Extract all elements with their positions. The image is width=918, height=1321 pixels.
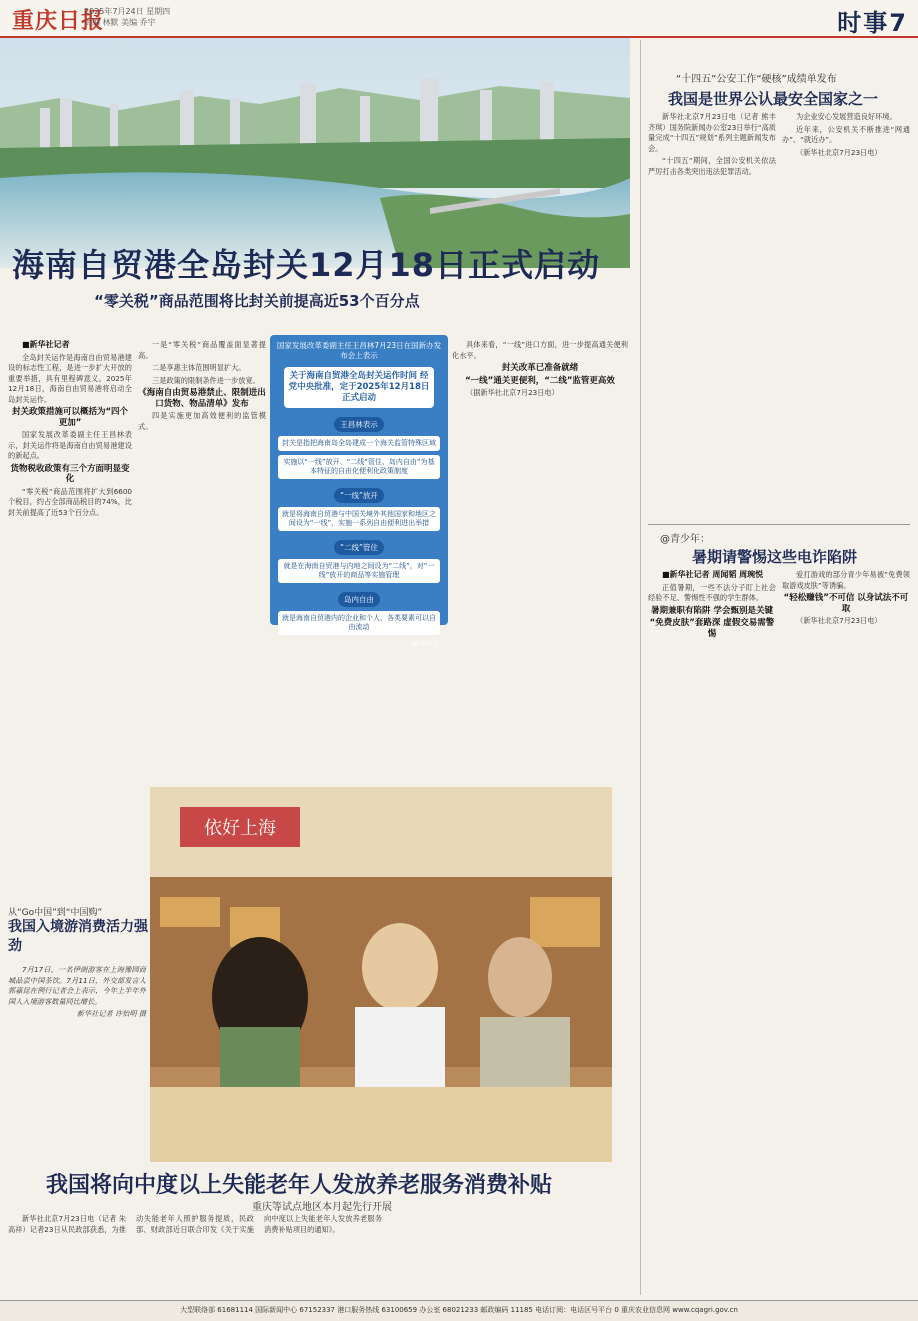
infographic-tag: “二线”管住 xyxy=(334,540,384,555)
lead-subhead: 《海南自由贸易港禁止、限制进出口货物、物品清单》发布 xyxy=(138,388,266,409)
section-divider xyxy=(648,524,910,525)
infographic-box: 封关是指把海南岛全岛建成一个海关监管特殊区域 xyxy=(278,436,440,451)
lead-subhead: 封关改革已准备就绪 xyxy=(501,363,579,373)
infographic xyxy=(270,335,448,648)
right-top-headline: 我国是世界公认最安全国家之一 xyxy=(668,90,879,108)
side-story-text xyxy=(8,965,146,1160)
right-mid-subhead: “免费皮肤”套路深 虚假交易需警惕 xyxy=(649,618,775,639)
right-top-para: 近年来，公安机关不断推进“网通办”、“就近办”。 xyxy=(782,124,910,144)
section-label: 时事7 xyxy=(837,9,908,37)
infographic-box: 就是将海南自贸港与中国关境外其他国家和地区之间设为“一线”，实施一系列自由便利进出举措 xyxy=(278,507,440,531)
lead-subheadline: “零关税”商品范围将比封关前提高近53个百分点 xyxy=(94,292,420,310)
right-mid-para: 爱打游戏的部分青少年易被“免费领取游戏皮肤”等诱骗。 xyxy=(782,570,910,590)
bottom-para: 新华社北京7月23日电（记者 朱高祥）记者23日从民政部获悉，为推动失能老年人照护服务提质，民政部、财政部近日联合印发《关于实施向中度以上失能老年人发放养老服务消费补贴项目的通知》。 xyxy=(8,1214,382,1234)
newspaper-logo: 重庆日报 xyxy=(12,8,105,34)
right-mid-subhead: “轻松赚钱”不可信 以身试法不可取 xyxy=(783,593,909,614)
lead-subhead: “一线”通关更便利，“二线”监管更高效 xyxy=(465,375,615,386)
svg-text:依好上海: 依好上海 xyxy=(204,818,276,838)
lead-column-2 xyxy=(138,340,266,770)
right-top-para: 新华社北京7月23日电（记者 熊丰 齐琪）国务院新闻办公室23日举行“高质量完成“十四五”规划”系列主题新闻发布会。 xyxy=(648,112,776,153)
infographic-highlight: 关于海南自贸港全岛封关运作时间 经党中央批准，定于2025年12月18日正式启动 xyxy=(284,367,434,408)
lead-subhead: 封关政策措施可以概括为“四个更加” xyxy=(11,407,129,428)
lead-byline: ■新华社记者 xyxy=(22,340,70,349)
issue-date: 2025年7月24日 星期四 xyxy=(84,7,171,16)
right-top-kicker: “十四五”公安工作“硬核”成绩单发布 xyxy=(676,74,837,85)
bottom-headline: 我国将向中度以上失能老年人发放养老服务消费补贴 xyxy=(46,1173,553,1198)
right-top-para: “十四五”期间，全国公安机关依法严厉打击各类突出违法犯罪活动。 xyxy=(648,156,776,176)
lead-para: “零关税”商品范围将扩大到6600个税目，约占全部商品税目的74%，比封关前提高了近53个百分点。 xyxy=(8,486,132,517)
editors: 责编 林默 美编 乔宇 xyxy=(84,18,156,27)
side-story-head xyxy=(8,905,148,956)
right-mid-byline: ■新华社记者 周闻韬 周琬悦 xyxy=(662,570,764,579)
lead-para: 具体来看，“一线”进口方面，进一步提高通关便利化水平。 xyxy=(452,340,628,360)
right-mid-column-2 xyxy=(782,570,910,1270)
dateline xyxy=(84,6,170,28)
right-top-column-2 xyxy=(782,112,910,522)
infographic-credit: 新华社发 xyxy=(412,640,440,648)
side-story-byline: 新华社记者 许怡明 摄 xyxy=(76,1009,146,1018)
lead-headline: 海南自贸港全岛封关12月18日正式启动 xyxy=(12,246,601,284)
side-story-para: 7月17日，一名伊朗游客在上海豫园商城品尝中国茶饮。7月11日，外交部发言人郭嘉昆在例行记者会上表示，今年上半年外国人入境游客数量同比增长。 xyxy=(8,965,146,1006)
right-mid-headline: 暑期请警惕这些电诈陷阱 xyxy=(692,548,858,566)
lead-para: 一是“零关税”商品覆盖面显著提高。 xyxy=(138,340,266,360)
right-mid-kicker: @青少年： xyxy=(660,534,710,545)
right-mid-para: 正值暑期，一些不法分子盯上社会经验不足、警惕性不强的学生群体。 xyxy=(648,582,776,602)
infographic-tag: “一线”放开 xyxy=(334,488,384,503)
lead-para: 国家发展改革委副主任王昌林表示，封关运作将是海南自由贸易港建设的新起点。 xyxy=(8,430,132,460)
right-mid-column-1 xyxy=(648,570,776,1270)
column-divider xyxy=(640,40,641,1295)
lead-column-1 xyxy=(8,340,132,770)
lead-subhead: 货物税收政策有三个方面明显变化 xyxy=(10,463,130,484)
right-mid-subhead: 暑期兼职有陷阱 学会甄别是关键 xyxy=(651,605,773,616)
right-top-column-1 xyxy=(648,112,776,522)
lead-dateline: （据新华社北京7月23日电） xyxy=(466,388,559,397)
lead-para: 二是享惠主体范围明显扩大。 xyxy=(152,363,246,372)
infographic-tag: 岛内自由 xyxy=(338,592,380,607)
lead-para: 三是政策的限制条件进一步放宽。 xyxy=(152,375,260,385)
infographic-box: 就是在海南自贸港与内地之间设为“二线”，对“一线”放开的商品等实施管理 xyxy=(278,559,440,583)
side-story-headline: 我国入境游消费活力强劲 xyxy=(8,919,148,954)
infographic-header: 国家发展改革委副主任王昌林7月23日在国新办发布会上表示 xyxy=(276,341,442,360)
infographic-tag: 王昌林表示 xyxy=(334,417,384,432)
infographic-box: 就是海南自贸港内的企业和个人，各类要素可以自由流动 xyxy=(278,611,440,635)
lead-para: 四是实施更加高效便利的监管模式。 xyxy=(138,411,266,431)
lead-column-3 xyxy=(452,340,628,770)
bottom-subheadline: 重庆等试点地区本月起先行开展 xyxy=(252,1202,392,1213)
lead-para: 全岛封关运作是海南自由贸易港建设的标志性工程，是进一步扩大开放的重要举措，具有里程碑意义。2025年12月18日，海南自由贸易港将启动全岛封关运作。 xyxy=(8,352,132,404)
market-photo xyxy=(150,787,612,1162)
right-top-para: 为企业安心发展营造良好环境。 xyxy=(796,112,897,121)
footer: 大型联络部 61681114 国际新闻中心 67152337 港口服务热线 63100659 办公室 68021233 邮政编码 11185 电话订阅：电话区号平台 0 重庆农业信息网 www.cqagri.gov.cn xyxy=(0,1300,918,1321)
bottom-article-text xyxy=(8,1214,638,1296)
side-story-kicker: 从“Go中国”到“中国购” xyxy=(8,908,103,918)
infographic-box: 实施以“一线”放开、“二线”管住、岛内自由”为基本特征的自由化便利化政策制度 xyxy=(278,455,440,479)
right-mid-dateline: （新华社北京7月23日电） xyxy=(796,616,882,625)
right-top-para: （新华社北京7月23日电） xyxy=(796,147,882,157)
